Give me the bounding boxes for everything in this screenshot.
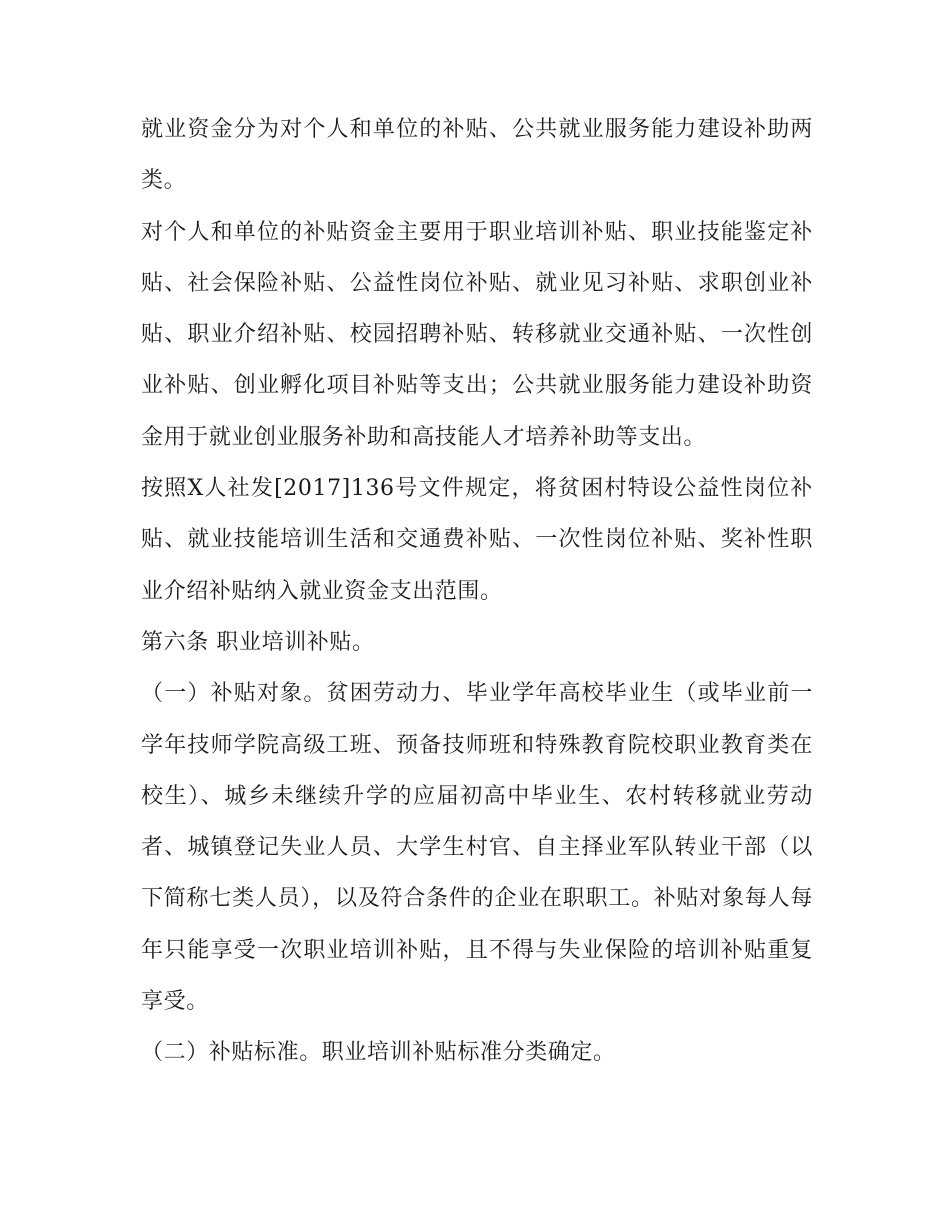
paragraph-subsidy-recipients: （一）补贴对象。贫困劳动力、毕业学年高校毕业生（或毕业前一学年技师学院高级工班、预备技师班和特殊教育院校职业教育类在校生）、城乡未继续升学的应届初高中毕业生、农村转移就业劳动者、城镇登记失业人员、大学生村官、自主择业军队转业干部（以下简称七类人员），以及符合条件的企业在职职工。补贴对象每人每年只能享受一次职业培训补贴，且不得与失业保险的培训补贴重复享受。 <box>141 681 813 1015</box>
paragraph-policy-reference: 按照X人社发[2017]136号文件规定，将贫困村特设公益性岗位补贴、就业技能培训生活和交通费补贴、一次性岗位补贴、奖补性职业介绍补贴纳入就业资金支出范围。 <box>141 476 813 604</box>
article-six-heading: 第六条 职业培训补贴。 <box>141 629 375 655</box>
paragraph-funding-categories: 就业资金分为对个人和单位的补贴、公共就业服务能力建设补助两类。 <box>141 117 813 194</box>
paragraph-subsidy-uses: 对个人和单位的补贴资金主要用于职业培训补贴、职业技能鉴定补贴、社会保险补贴、公益性岗位补贴、就业见习补贴、求职创业补贴、职业介绍补贴、校园招聘补贴、转移就业交通补贴、一次性创业补贴、创业孵化项目补贴等支出；公共就业服务能力建设补助资金用于就业创业服务补助和高技能人才培养补助等支出。 <box>141 219 813 450</box>
paragraph-subsidy-standard: （二）补贴标准。职业培训补贴标准分类确定。 <box>141 1040 616 1066</box>
document-body <box>141 104 813 1079</box>
